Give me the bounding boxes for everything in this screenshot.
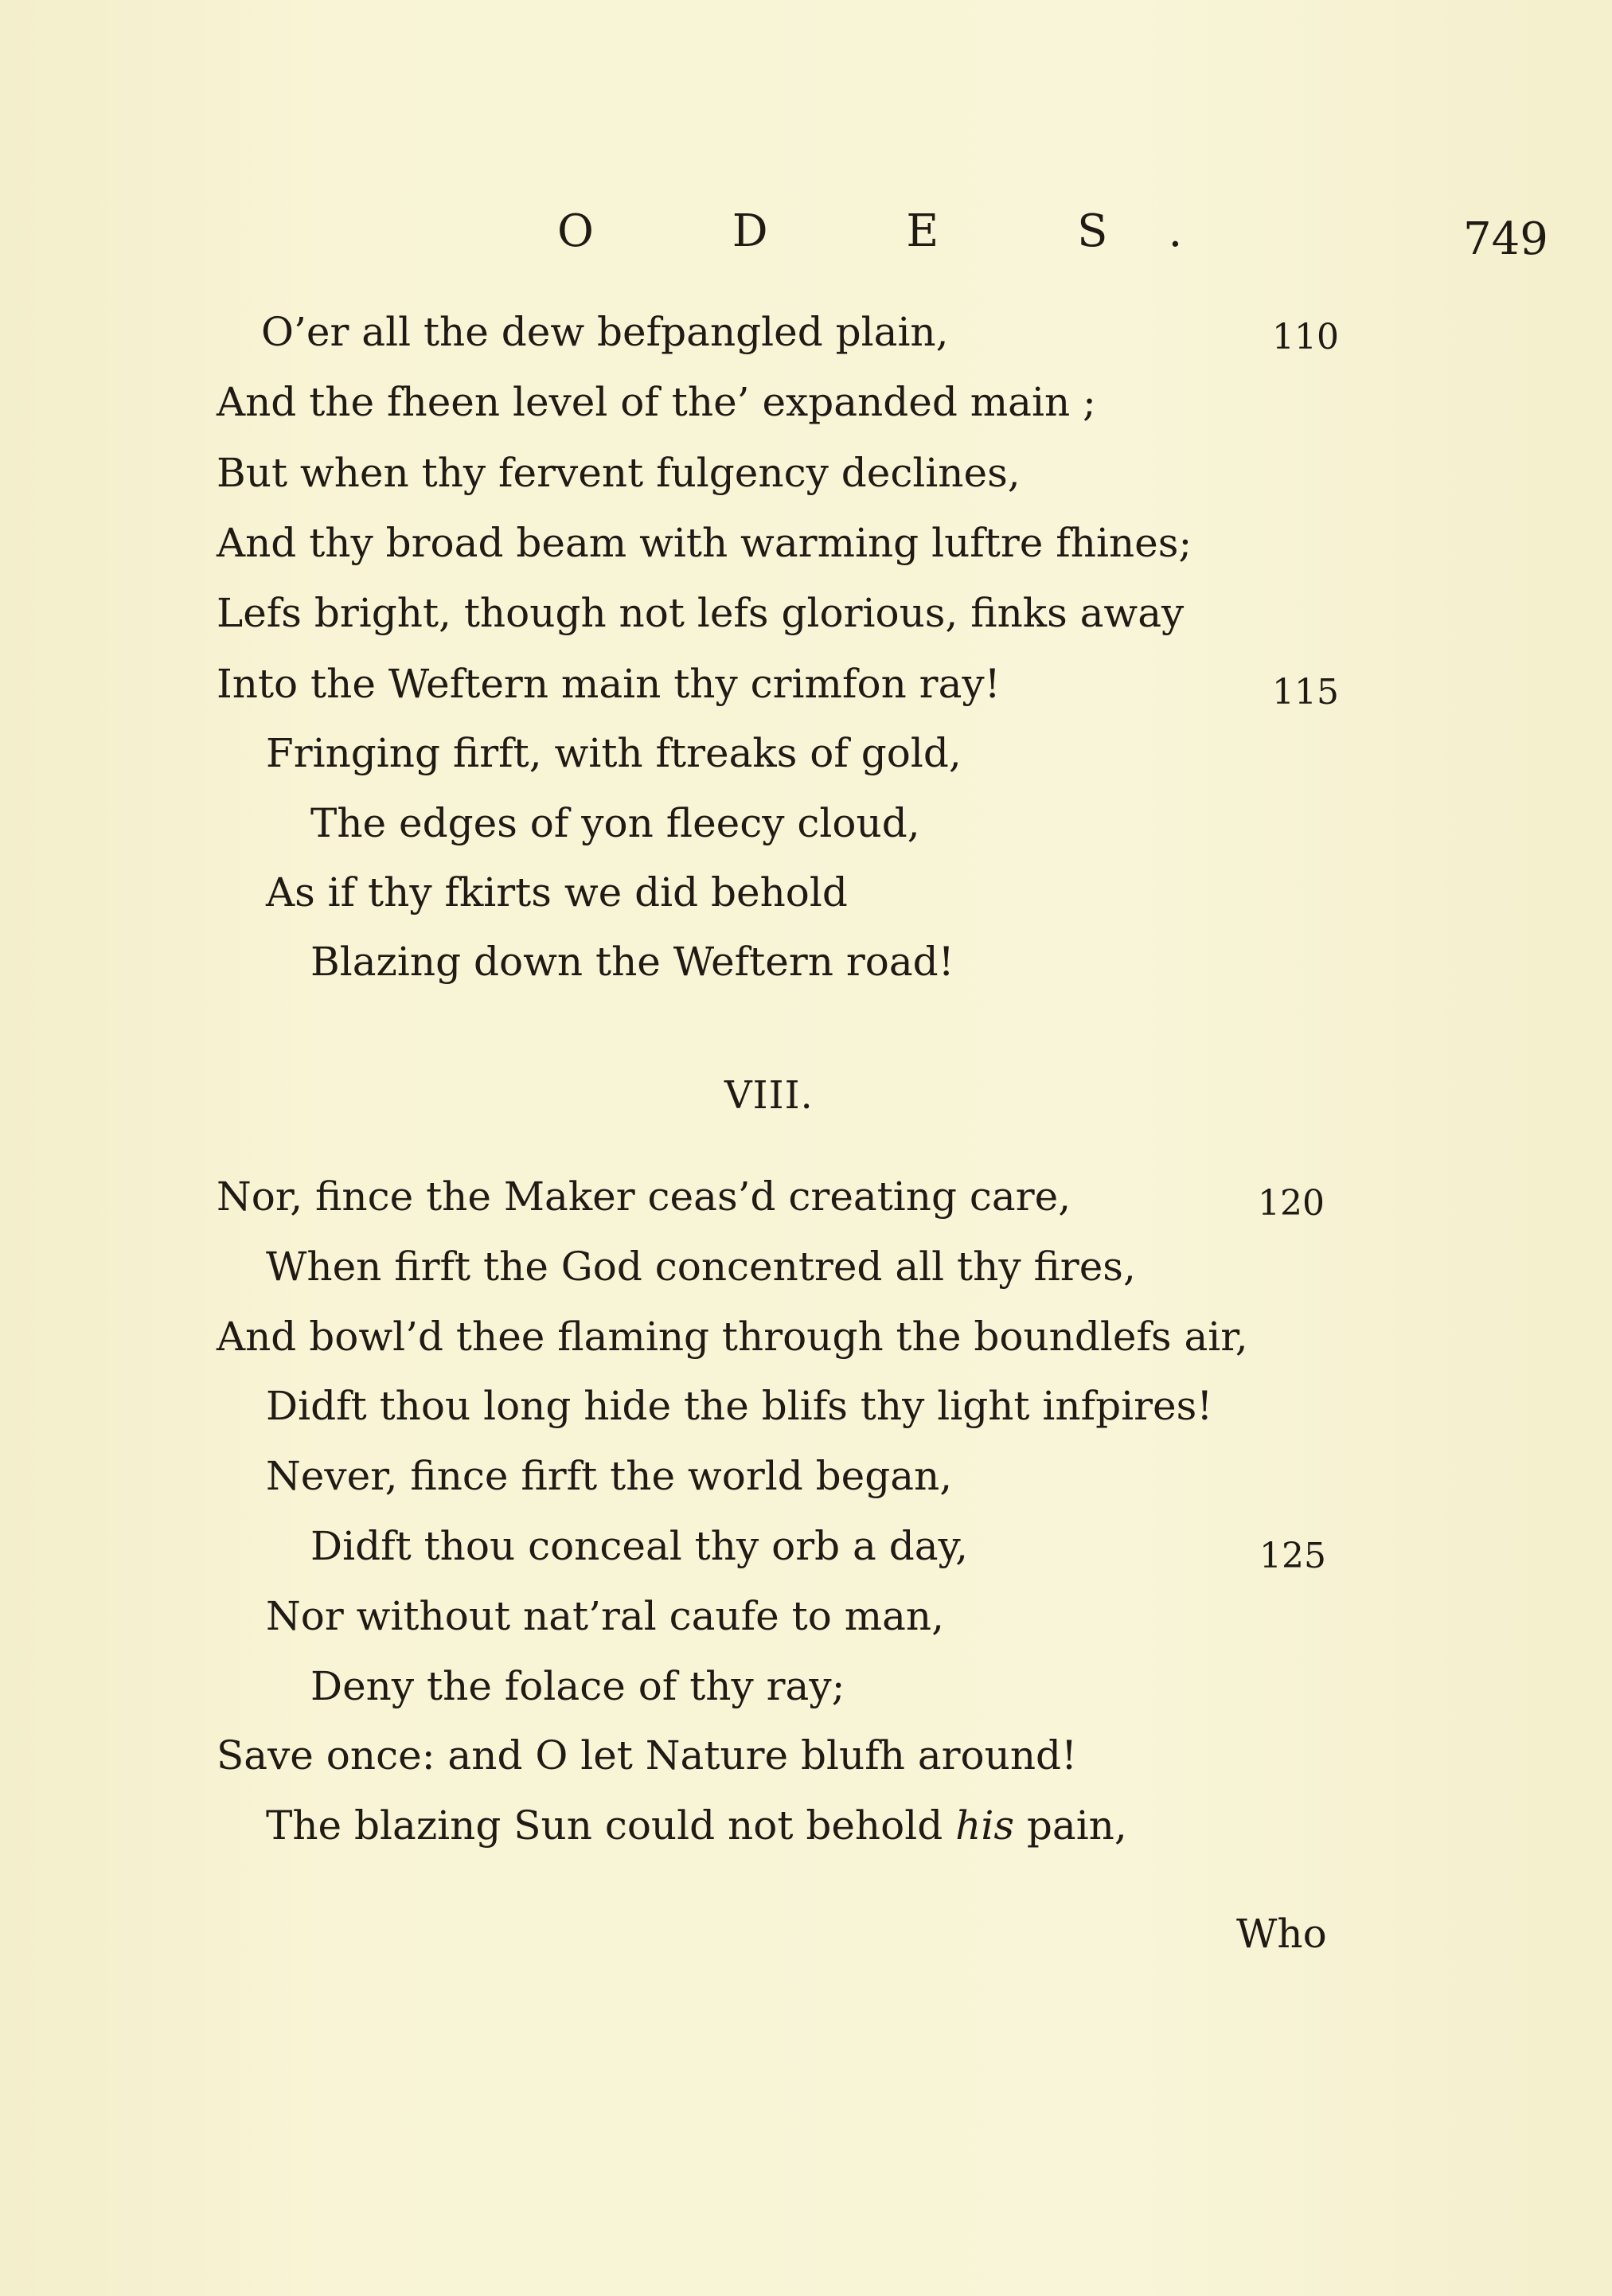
verse-line: The edges of yon fleecy cloud,: [310, 800, 920, 846]
verse-line: O’er all the dew befpangled plain,: [261, 309, 949, 355]
running-head: O D E S.: [557, 205, 1245, 257]
line-number: 115: [1272, 672, 1339, 713]
verse-line: As if thy fkirts we did behold: [266, 869, 848, 916]
verse-line: When firft the God concentred all thy fires,: [266, 1244, 1136, 1290]
verse-line: Lefs bright, though not lefs glorious, finks away: [217, 590, 1185, 636]
verse-line: Blazing down the Weftern road!: [310, 939, 954, 985]
verse-line: Didft thou conceal thy orb a day,: [310, 1523, 969, 1569]
page-number: 749: [1463, 213, 1548, 265]
italic-word: his: [955, 1802, 1014, 1849]
verse-line-with-italic: [266, 1802, 1127, 1849]
verse-text: pain,: [1013, 1802, 1127, 1849]
line-number: 120: [1258, 1183, 1325, 1224]
line-number: 110: [1272, 317, 1339, 357]
verse-line: Fringing firft, with ftreaks of gold,: [266, 730, 962, 776]
verse-line: Nor without nat’ral caufe to man,: [266, 1593, 945, 1639]
section-heading: VIII.: [724, 1073, 814, 1118]
verse-line: Save once: and O let Nature blufh around!: [217, 1732, 1078, 1779]
verse-line: Didft thou long hide the blifs thy light infpires!: [266, 1383, 1213, 1429]
verse-line: Never, fince firft the world began,: [266, 1453, 953, 1499]
verse-line: And the fheen level of the’ expanded main ;: [217, 379, 1096, 425]
catchword: Who: [1236, 1911, 1327, 1957]
line-number: 125: [1259, 1536, 1326, 1576]
verse-line: Into the Weftern main thy crimfon ray!: [217, 661, 1001, 707]
verse-line: But when thy fervent fulgency declines,: [217, 450, 1021, 496]
verse-line: Deny the folace of thy ray;: [310, 1663, 845, 1709]
verse-text: The blazing Sun could not behold: [266, 1802, 956, 1849]
verse-line: Nor, fince the Maker ceas’d creating care,: [217, 1173, 1071, 1220]
verse-line: And thy broad beam with warming luftre fhines;: [217, 520, 1192, 566]
verse-line: And bowl’d thee flaming through the boundlefs air,: [217, 1314, 1248, 1360]
